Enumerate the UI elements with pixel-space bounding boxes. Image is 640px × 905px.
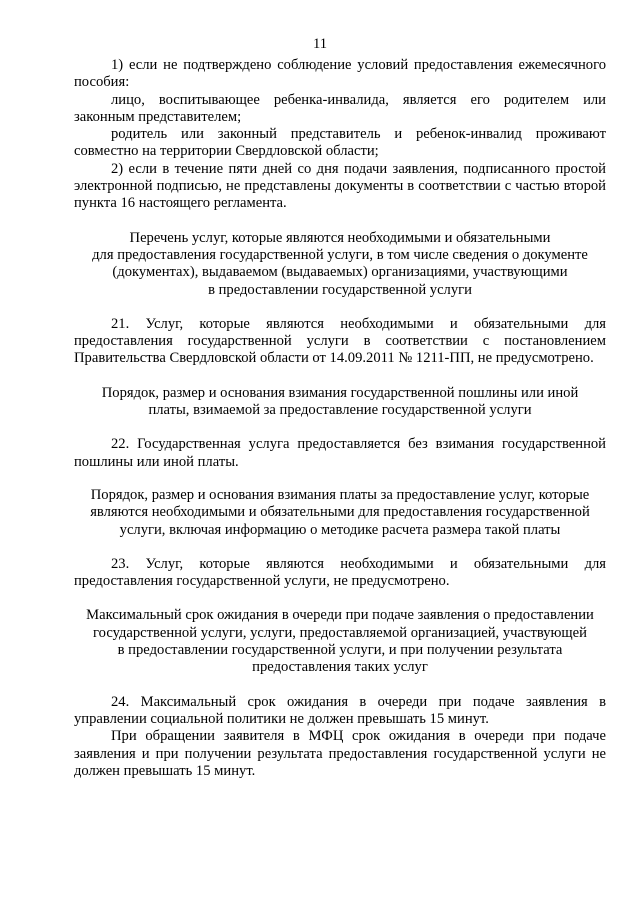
heading-line: в предоставлении государственной услуги	[208, 281, 472, 298]
paragraph-mfc-waiting: При обращении заявителя в МФЦ срок ожидания в очереди при подаче заявления и при получении результата предоставления государственной услуги не должен превышать 15 минут.	[74, 728, 606, 779]
heading-required-services	[74, 230, 606, 299]
page-number: 11	[312, 36, 328, 52]
heading-line: для предоставления государственной услуги, в том числе сведения о документе	[92, 246, 588, 263]
heading-line: Максимальный срок ожидания в очереди при подаче заявления о предоставлении	[86, 607, 594, 624]
document-body	[74, 57, 606, 780]
paragraph-condition-2: 2) если в течение пяти дней со дня подачи заявления, подписанного простой электронной подписью, не представлены документы в соответствии с частью второй пункта 16 настоящего регламента.	[74, 160, 606, 212]
heading-waiting-time	[74, 607, 606, 676]
heading-line: Порядок, размер и основания взимания платы за предоставление услуг, которые	[90, 486, 590, 503]
paragraph-condition-1: 1) если не подтверждено соблюдение условий предоставления ежемесячного пособия:	[74, 57, 606, 91]
paragraph-24: 24. Максимальный срок ожидания в очереди при подаче заявления в управлении социальной политики не должен превышать 15 минут.	[74, 693, 606, 727]
paragraph-residence: родитель или законный представитель и ребенок-инвалид проживают совместно на территории Свердловской области;	[74, 126, 606, 160]
heading-line: платы, взимаемой за предоставление государственной услуги	[148, 402, 532, 419]
paragraph-21: 21. Услуг, которые являются необходимыми и обязательными для предоставления государственной услуги в соответствии с постановлением Правительства Свердловской области от 14.09.2011 № 1211-ПП, не предусмотрено.	[74, 315, 606, 367]
paragraph-23: 23. Услуг, которые являются необходимыми и обязательными для предоставления государственной услуги, не предусмотрено.	[74, 555, 606, 590]
heading-line: (документах), выдаваемом (выдаваемых) организациями, участвующими	[112, 264, 568, 281]
heading-fee-procedure	[74, 487, 606, 539]
heading-line: являются необходимыми и обязательными для предоставления государственной	[90, 504, 590, 521]
paragraph-22: 22. Государственная услуга предоставляется без взимания государственной пошлины или иной платы.	[74, 436, 606, 470]
heading-line: предоставления таких услуг	[252, 659, 428, 676]
heading-state-fee	[74, 385, 606, 420]
heading-line: государственной услуги, услуги, предоставляемой организацией, участвующей	[93, 624, 587, 641]
heading-line: Порядок, размер и основания взимания государственной пошлины или иной	[101, 384, 579, 401]
heading-line: в предоставлении государственной услуги, и при получении результата	[117, 642, 563, 659]
paragraph-guardian: лицо, воспитывающее ребенка-инвалида, является его родителем или законным представителем;	[74, 91, 606, 125]
heading-line: услуги, включая информацию о методике расчета размера такой платы	[119, 521, 561, 538]
heading-line: Перечень услуг, которые являются необходимыми и обязательными	[129, 229, 551, 246]
